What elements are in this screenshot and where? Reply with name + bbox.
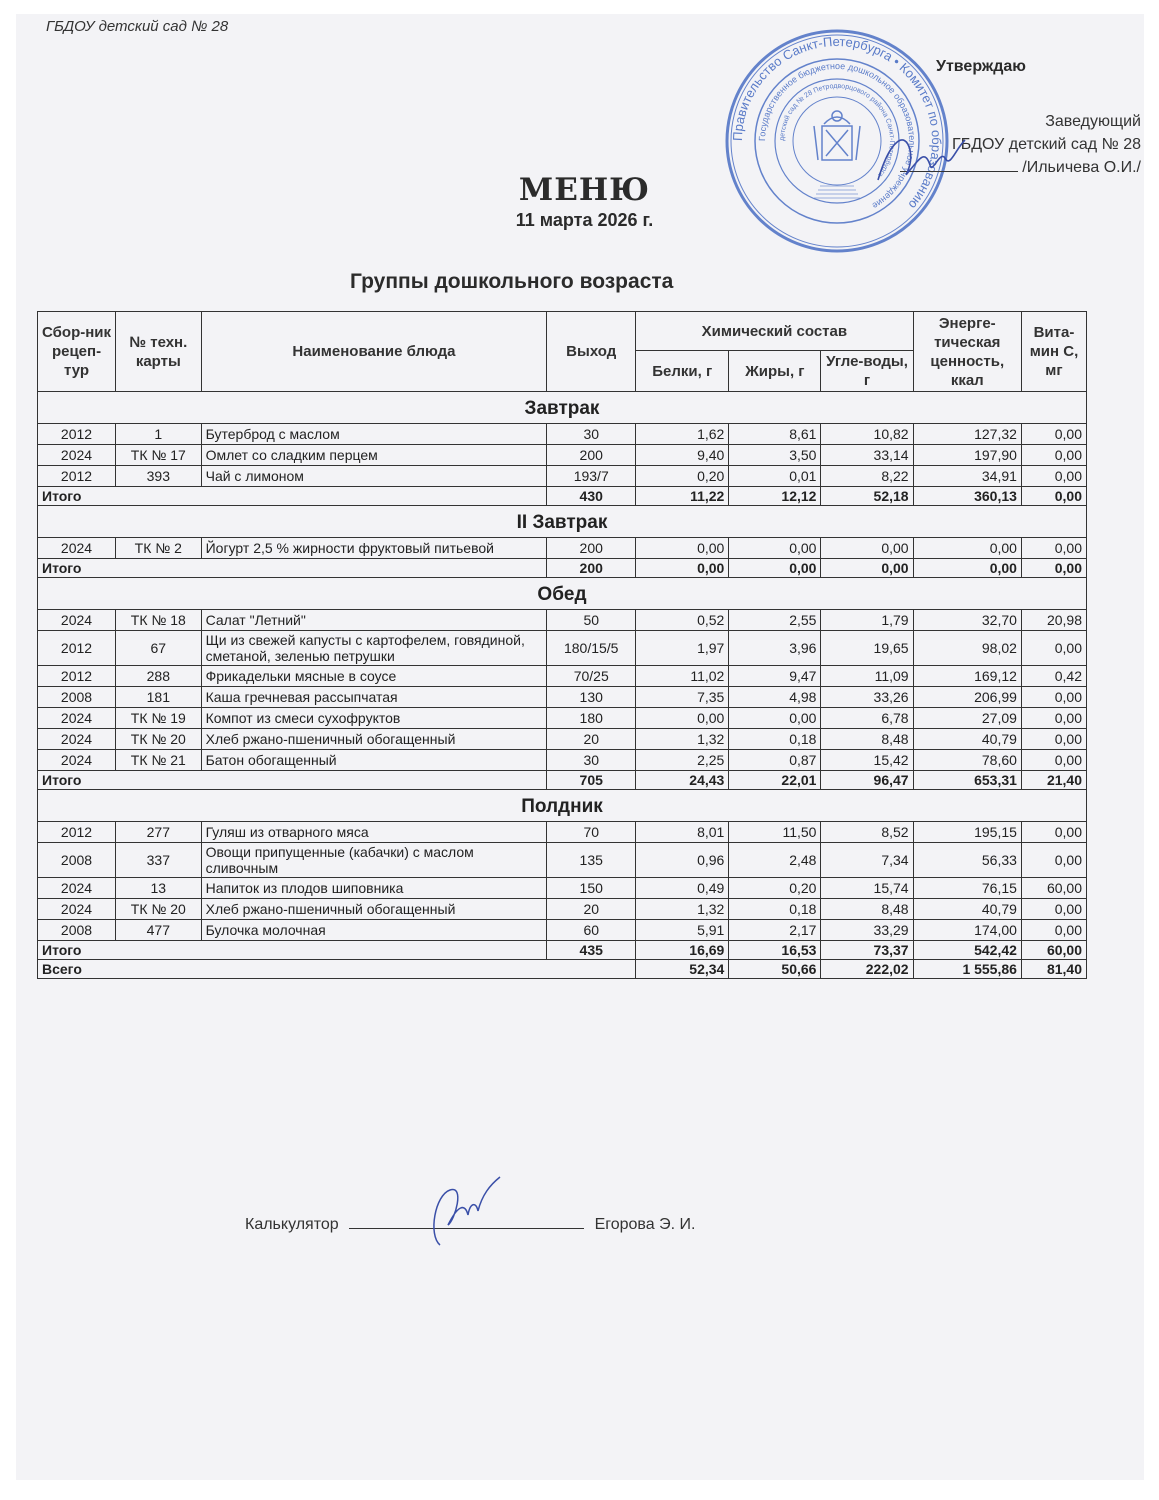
- stamp-outer-text: Правительство Санкт-Петербурга • Комитет по образованию: [729, 33, 945, 213]
- total-protein: 24,43: [636, 771, 729, 790]
- collection-cell: 2008: [38, 687, 116, 708]
- yield-cell: 20: [547, 729, 636, 750]
- grand-total-row: [38, 960, 1087, 979]
- total-vitamin-c: 0,00: [1021, 487, 1086, 506]
- collection-cell: 2024: [38, 708, 116, 729]
- total-row: [38, 941, 1087, 960]
- energy-cell: 195,15: [913, 822, 1021, 843]
- vitamin-c-cell: 0,00: [1021, 899, 1086, 920]
- section-header-row: [38, 392, 1087, 424]
- header-chemical-composition: Химический состав: [636, 312, 913, 351]
- stamp-inner-text: детский сад № 28 Петродворцового района Санкт-Петербурга: [778, 82, 896, 178]
- carbs-cell: 11,09: [821, 666, 913, 687]
- header-energy: Энерге-тическая ценность, ккал: [913, 312, 1021, 392]
- total-protein: 16,69: [636, 941, 729, 960]
- table-row: [38, 538, 1087, 559]
- grand-total-blank-cell: [201, 960, 636, 979]
- dish-name-cell: Булочка молочная: [201, 920, 547, 941]
- tech-card-cell: ТК № 17: [116, 445, 202, 466]
- section-title: Полдник: [38, 790, 1087, 822]
- section-header-row: [38, 790, 1087, 822]
- header-dish-name: Наименование блюда: [201, 312, 547, 392]
- collection-cell: 2024: [38, 899, 116, 920]
- table-row: [38, 822, 1087, 843]
- yield-cell: 180/15/5: [547, 631, 636, 666]
- total-fat: 12,12: [729, 487, 821, 506]
- fat-cell: 0,00: [729, 708, 821, 729]
- tech-card-cell: 13: [116, 878, 202, 899]
- tech-card-cell: 477: [116, 920, 202, 941]
- dish-name-cell: Батон обогащенный: [201, 750, 547, 771]
- protein-cell: 1,32: [636, 899, 729, 920]
- vitamin-c-cell: 0,00: [1021, 424, 1086, 445]
- protein-cell: 0,52: [636, 610, 729, 631]
- section-title: Обед: [38, 578, 1087, 610]
- collection-cell: 2012: [38, 822, 116, 843]
- total-blank-cell: [201, 559, 547, 578]
- carbs-cell: 33,26: [821, 687, 913, 708]
- energy-cell: 78,60: [913, 750, 1021, 771]
- total-label: Итого: [38, 559, 202, 578]
- total-row: [38, 771, 1087, 790]
- carbs-cell: 33,29: [821, 920, 913, 941]
- tech-card-cell: ТК № 21: [116, 750, 202, 771]
- fat-cell: 4,98: [729, 687, 821, 708]
- vitamin-c-cell: 0,00: [1021, 445, 1086, 466]
- energy-cell: 34,91: [913, 466, 1021, 487]
- energy-cell: 40,79: [913, 899, 1021, 920]
- dish-name-cell: Хлеб ржано-пшеничный обогащенный: [201, 729, 547, 750]
- collection-cell: 2024: [38, 729, 116, 750]
- dish-name-cell: Бутерброд с маслом: [201, 424, 547, 445]
- yield-cell: 30: [547, 750, 636, 771]
- approver-name: /Ильичева О.И./: [1022, 159, 1141, 176]
- energy-cell: 56,33: [913, 843, 1021, 878]
- yield-cell: 130: [547, 687, 636, 708]
- approve-label: Утверждаю: [936, 58, 1026, 75]
- header-yield: Выход: [547, 312, 636, 392]
- protein-cell: 2,25: [636, 750, 729, 771]
- table-row: [38, 920, 1087, 941]
- fat-cell: 2,55: [729, 610, 821, 631]
- grand-total-protein: 52,34: [636, 960, 729, 979]
- tech-card-cell: 277: [116, 822, 202, 843]
- header-vitamin-c: Вита-мин С, мг: [1021, 312, 1086, 392]
- energy-cell: 197,90: [913, 445, 1021, 466]
- collection-cell: 2024: [38, 878, 116, 899]
- fat-cell: 3,96: [729, 631, 821, 666]
- tech-card-cell: ТК № 20: [116, 729, 202, 750]
- tech-card-cell: 181: [116, 687, 202, 708]
- header-fat: Жиры, г: [729, 351, 821, 392]
- dish-name-cell: Напиток из плодов шиповника: [201, 878, 547, 899]
- total-yield: 705: [547, 771, 636, 790]
- fat-cell: 0,01: [729, 466, 821, 487]
- dish-name-cell: Фрикадельки мясные в соусе: [201, 666, 547, 687]
- energy-cell: 0,00: [913, 538, 1021, 559]
- fat-cell: 2,48: [729, 843, 821, 878]
- carbs-cell: 1,79: [821, 610, 913, 631]
- dish-name-cell: Салат "Летний": [201, 610, 547, 631]
- dish-name-cell: Щи из свежей капусты с картофелем, говядиной, сметаной, зеленью петрушки: [201, 631, 547, 666]
- total-energy: 542,42: [913, 941, 1021, 960]
- vitamin-c-cell: 0,00: [1021, 538, 1086, 559]
- dish-name-cell: Чай с лимоном: [201, 466, 547, 487]
- energy-cell: 76,15: [913, 878, 1021, 899]
- dish-name-cell: Каша гречневая рассыпчатая: [201, 687, 547, 708]
- total-energy: 653,31: [913, 771, 1021, 790]
- total-fat: 0,00: [729, 559, 821, 578]
- table-row: [38, 843, 1087, 878]
- protein-cell: 11,02: [636, 666, 729, 687]
- header-protein: Белки, г: [636, 351, 729, 392]
- title-block: [0, 172, 1159, 231]
- yield-cell: 20: [547, 899, 636, 920]
- calculator-name: Егорова Э. И.: [594, 1216, 696, 1233]
- yield-cell: 150: [547, 878, 636, 899]
- fat-cell: 0,00: [729, 538, 821, 559]
- collection-cell: 2024: [38, 610, 116, 631]
- fat-cell: 0,18: [729, 729, 821, 750]
- tech-card-cell: 288: [116, 666, 202, 687]
- protein-cell: 1,62: [636, 424, 729, 445]
- total-fat: 22,01: [729, 771, 821, 790]
- total-yield: 200: [547, 559, 636, 578]
- carbs-cell: 8,48: [821, 899, 913, 920]
- tech-card-cell: 67: [116, 631, 202, 666]
- fat-cell: 0,18: [729, 899, 821, 920]
- total-carbs: 96,47: [821, 771, 913, 790]
- protein-cell: 1,32: [636, 729, 729, 750]
- table-row: [38, 878, 1087, 899]
- tech-card-cell: 337: [116, 843, 202, 878]
- total-carbs: 0,00: [821, 559, 913, 578]
- dish-name-cell: Хлеб ржано-пшеничный обогащенный: [201, 899, 547, 920]
- protein-cell: 0,49: [636, 878, 729, 899]
- carbs-cell: 15,42: [821, 750, 913, 771]
- protein-cell: 0,00: [636, 538, 729, 559]
- total-blank-cell: [201, 771, 547, 790]
- collection-cell: 2024: [38, 445, 116, 466]
- protein-cell: 8,01: [636, 822, 729, 843]
- table-row: [38, 750, 1087, 771]
- table-row: [38, 424, 1087, 445]
- collection-cell: 2008: [38, 843, 116, 878]
- total-blank-cell: [201, 941, 547, 960]
- grand-total-vitamin-c: 81,40: [1021, 960, 1086, 979]
- energy-cell: 169,12: [913, 666, 1021, 687]
- vitamin-c-cell: 0,00: [1021, 843, 1086, 878]
- total-label: Итого: [38, 941, 202, 960]
- tech-card-cell: 1: [116, 424, 202, 445]
- section-title: II Завтрак: [38, 506, 1087, 538]
- total-protein: 0,00: [636, 559, 729, 578]
- yield-cell: 200: [547, 445, 636, 466]
- carbs-cell: 33,14: [821, 445, 913, 466]
- dish-name-cell: Йогурт 2,5 % жирности фруктовый питьевой: [201, 538, 547, 559]
- menu-table: [37, 311, 1087, 979]
- total-vitamin-c: 0,00: [1021, 559, 1086, 578]
- tech-card-cell: ТК № 2: [116, 538, 202, 559]
- protein-cell: 0,20: [636, 466, 729, 487]
- header-tech-card: № техн. карты: [116, 312, 202, 392]
- dish-name-cell: Омлет со сладким перцем: [201, 445, 547, 466]
- section-header-row: [38, 578, 1087, 610]
- total-row: [38, 559, 1087, 578]
- vitamin-c-cell: 0,00: [1021, 822, 1086, 843]
- protein-cell: 9,40: [636, 445, 729, 466]
- yield-cell: 30: [547, 424, 636, 445]
- grand-total-fat: 50,66: [729, 960, 821, 979]
- vitamin-c-cell: 20,98: [1021, 610, 1086, 631]
- carbs-cell: 6,78: [821, 708, 913, 729]
- yield-cell: 70/25: [547, 666, 636, 687]
- calculator-role: Калькулятор: [245, 1216, 339, 1233]
- fat-cell: 2,17: [729, 920, 821, 941]
- header-carbs: Угле-воды, г: [821, 351, 913, 392]
- tech-card-cell: ТК № 20: [116, 899, 202, 920]
- total-yield: 430: [547, 487, 636, 506]
- collection-cell: 2012: [38, 666, 116, 687]
- total-energy: 360,13: [913, 487, 1021, 506]
- table-row: [38, 708, 1087, 729]
- yield-cell: 60: [547, 920, 636, 941]
- protein-cell: 1,97: [636, 631, 729, 666]
- total-blank-cell: [201, 487, 547, 506]
- carbs-cell: 10,82: [821, 424, 913, 445]
- grand-total-carbs: 222,02: [821, 960, 913, 979]
- table-row: [38, 610, 1087, 631]
- total-label: Итого: [38, 771, 202, 790]
- vitamin-c-cell: 0,00: [1021, 750, 1086, 771]
- carbs-cell: 8,22: [821, 466, 913, 487]
- vitamin-c-cell: 0,00: [1021, 687, 1086, 708]
- approver-org: ГБДОУ детский сад № 28: [952, 136, 1141, 153]
- energy-cell: 40,79: [913, 729, 1021, 750]
- fat-cell: 0,87: [729, 750, 821, 771]
- vitamin-c-cell: 0,42: [1021, 666, 1086, 687]
- grand-total-label: Всего: [38, 960, 202, 979]
- fat-cell: 8,61: [729, 424, 821, 445]
- protein-cell: 5,91: [636, 920, 729, 941]
- table-row: [38, 631, 1087, 666]
- section-header-row: [38, 506, 1087, 538]
- table-row: [38, 466, 1087, 487]
- total-energy: 0,00: [913, 559, 1021, 578]
- energy-cell: 127,32: [913, 424, 1021, 445]
- collection-cell: 2008: [38, 920, 116, 941]
- vitamin-c-cell: 0,00: [1021, 708, 1086, 729]
- total-carbs: 73,37: [821, 941, 913, 960]
- vitamin-c-cell: 0,00: [1021, 631, 1086, 666]
- dish-name-cell: Гуляш из отварного мяса: [201, 822, 547, 843]
- table-row: [38, 445, 1087, 466]
- collection-cell: 2012: [38, 631, 116, 666]
- total-yield: 435: [547, 941, 636, 960]
- yield-cell: 50: [547, 610, 636, 631]
- table-row: [38, 666, 1087, 687]
- vitamin-c-cell: 0,00: [1021, 729, 1086, 750]
- fat-cell: 0,20: [729, 878, 821, 899]
- energy-cell: 32,70: [913, 610, 1021, 631]
- total-fat: 16,53: [729, 941, 821, 960]
- protein-cell: 0,00: [636, 708, 729, 729]
- stamp-middle-text: Государственное бюджетное дошкольное образовательное учреждение: [756, 60, 918, 212]
- energy-cell: 98,02: [913, 631, 1021, 666]
- vitamin-c-cell: 0,00: [1021, 466, 1086, 487]
- carbs-cell: 8,48: [821, 729, 913, 750]
- carbs-cell: 7,34: [821, 843, 913, 878]
- fat-cell: 9,47: [729, 666, 821, 687]
- carbs-cell: 15,74: [821, 878, 913, 899]
- total-vitamin-c: 60,00: [1021, 941, 1086, 960]
- collection-cell: 2012: [38, 466, 116, 487]
- dish-name-cell: Овощи припущенные (кабачки) с маслом сливочным: [201, 843, 547, 878]
- carbs-cell: 0,00: [821, 538, 913, 559]
- collection-cell: 2024: [38, 538, 116, 559]
- table-row: [38, 899, 1087, 920]
- collection-cell: 2024: [38, 750, 116, 771]
- energy-cell: 174,00: [913, 920, 1021, 941]
- group-title: Группы дошкольного возраста: [350, 270, 674, 293]
- calculator-signature-icon: [410, 1175, 520, 1255]
- total-label: Итого: [38, 487, 202, 506]
- grand-total-energy: 1 555,86: [913, 960, 1021, 979]
- protein-cell: 7,35: [636, 687, 729, 708]
- protein-cell: 0,96: [636, 843, 729, 878]
- table-row: [38, 729, 1087, 750]
- tech-card-cell: ТК № 18: [116, 610, 202, 631]
- fat-cell: 11,50: [729, 822, 821, 843]
- yield-cell: 193/7: [547, 466, 636, 487]
- yield-cell: 135: [547, 843, 636, 878]
- total-vitamin-c: 21,40: [1021, 771, 1086, 790]
- fat-cell: 3,50: [729, 445, 821, 466]
- vitamin-c-cell: 60,00: [1021, 878, 1086, 899]
- yield-cell: 200: [547, 538, 636, 559]
- energy-cell: 206,99: [913, 687, 1021, 708]
- total-row: [38, 487, 1087, 506]
- yield-cell: 180: [547, 708, 636, 729]
- yield-cell: 70: [547, 822, 636, 843]
- carbs-cell: 19,65: [821, 631, 913, 666]
- tech-card-cell: ТК № 19: [116, 708, 202, 729]
- collection-cell: 2012: [38, 424, 116, 445]
- page-title: МЕНЮ: [518, 172, 651, 208]
- dish-name-cell: Компот из смеси сухофруктов: [201, 708, 547, 729]
- table-row: [38, 687, 1087, 708]
- header-collection: Сбор-ник рецеп-тур: [38, 312, 116, 392]
- organization-name: ГБДОУ детский сад № 28: [46, 18, 229, 35]
- carbs-cell: 8,52: [821, 822, 913, 843]
- tech-card-cell: 393: [116, 466, 202, 487]
- energy-cell: 27,09: [913, 708, 1021, 729]
- total-protein: 11,22: [636, 487, 729, 506]
- approver-position: Заведующий: [1045, 113, 1141, 130]
- menu-date: 11 марта 2026 г.: [515, 210, 654, 230]
- section-title: Завтрак: [38, 392, 1087, 424]
- total-carbs: 52,18: [821, 487, 913, 506]
- vitamin-c-cell: 0,00: [1021, 920, 1086, 941]
